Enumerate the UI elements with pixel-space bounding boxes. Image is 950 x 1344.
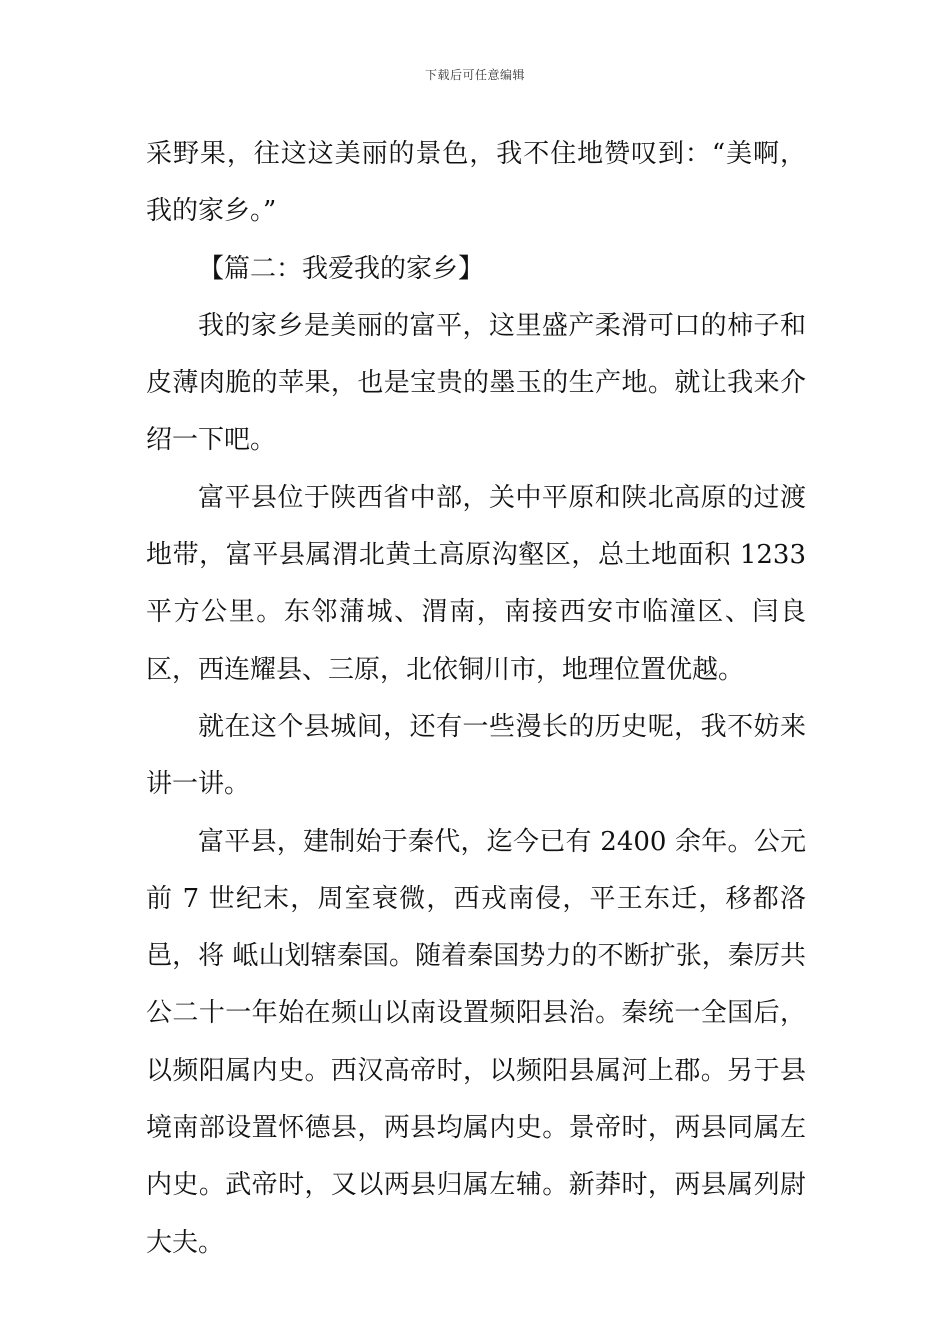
paragraph-history: 富平县，建制始于秦代，迄今已有 2400 余年。公元前 7 世纪末，周室衰微，西戎南侵，平王东迁，移都洛邑，将 岻山划辖秦国。随着秦国势力的不断扩张，秦厉共公二十一年始在频山以南设置频阳县治。秦统一全国后，以频阳属内史。西汉高帝时，以频阳县属河上郡。另于县境南部设置怀德县，两县均属内史。景帝时，两县同属左内史。武帝时，又以两县归属左辅。新莽时，两县属列尉大夫。	[146, 826, 806, 1258]
section-title: 【篇二：我爱我的家乡】	[198, 253, 485, 284]
document-body	[146, 126, 806, 1272]
paragraph-geography: 富平县位于陕西省中部，关中平原和陕北高原的过渡地带，富平县属渭北黄土高原沟壑区，总土地面积 1233 平方公里。东邻蒲城、渭南，南接西安市临潼区、闫良区，西连耀县、三原，北依铜川市，地理位置优越。	[146, 482, 806, 685]
paragraph-history-intro: 就在这个县城间，还有一些漫长的历史呢，我不妨来讲一讲。	[146, 711, 806, 800]
paragraph-continuation: 采野果，往这这美丽的景色，我不住地赞叹到：“美啊，我的家乡。”	[146, 139, 806, 227]
page-header: 下载后可任意编辑	[424, 68, 525, 82]
paragraph-intro: 我的家乡是美丽的富平，这里盛产柔滑可口的柿子和皮薄肉脆的苹果，也是宝贵的墨玉的生产地。就让我来介绍一下吧。	[146, 310, 806, 456]
